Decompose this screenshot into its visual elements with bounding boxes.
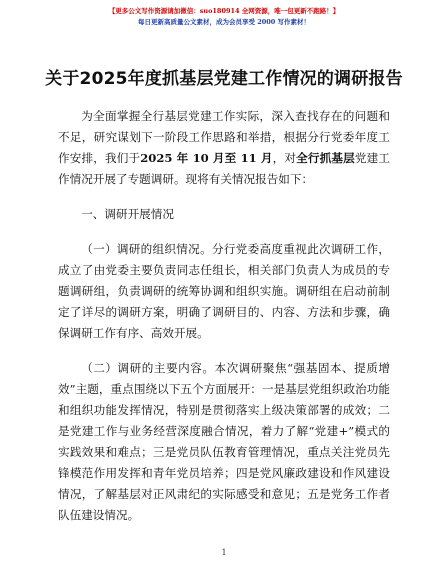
intro-paragraph — [58, 106, 390, 190]
promo-banner-line-2: 每日更新高质量公文素材，成为会员享受 2000 写作素材！ — [137, 18, 311, 26]
intro-text-a: 为全面掌握全行基层党建工作实际，深入查找存在的问题和不足，研究谋划下一阶段工作思路和举措，根据分行党委年度工作安排，我们于 — [58, 109, 390, 165]
page-number: 1 — [221, 548, 227, 557]
intro-text-c: 党建工作情况开展了专题调研。现将有关情况报告如下： — [58, 151, 390, 186]
section-1-heading: 一、调研开展情况 — [81, 207, 174, 221]
organization-paragraph: （一）调研的组织情况。分行党委高度重视此次调研工作，成立了由党委主要负责同志任组长，相关部门负责人为成员的专题调研组，负责调研的统筹协调和组织实施。调研组在启动前制定了详尽的调研方案，明确了调研目的、内容、方法和步骤，确保调研工作有序、高效开展。 — [58, 242, 390, 340]
report-title: 关于2025年度抓基层党建工作情况的调研报告 — [45, 69, 403, 89]
intro-text-b: ，对 — [272, 151, 297, 165]
intro-date: 2025 年 10 月至 11 月 — [140, 151, 273, 165]
report-body — [58, 106, 390, 526]
promo-banner-line-1: 【更多公文写作资源请加微信：suo180914 全网资源，唯一包更新不跑路！】 — [108, 7, 340, 15]
content-paragraph: （二）调研的主要内容。本次调研聚焦“强基固本、提质增效”主题，重点围绕以下五个方面展开：一是基层党组织政治功能和组织功能发挥情况，特别是贯彻落实上级决策部署的成效；二是党建工作与业务经营深度融合情况，着力了解“党建+”模式的实践效果和难点；三是党员队伍教育管理情况，重点关注党员先锋模范作用发挥和青年党员培养；四是党风廉政建设和作风建设情况，了解基层对正风肃纪的实际感受和意见；五是党务工作者队伍建设情况。 — [58, 361, 390, 522]
intro-scope: 全行抓基层 — [296, 151, 355, 165]
